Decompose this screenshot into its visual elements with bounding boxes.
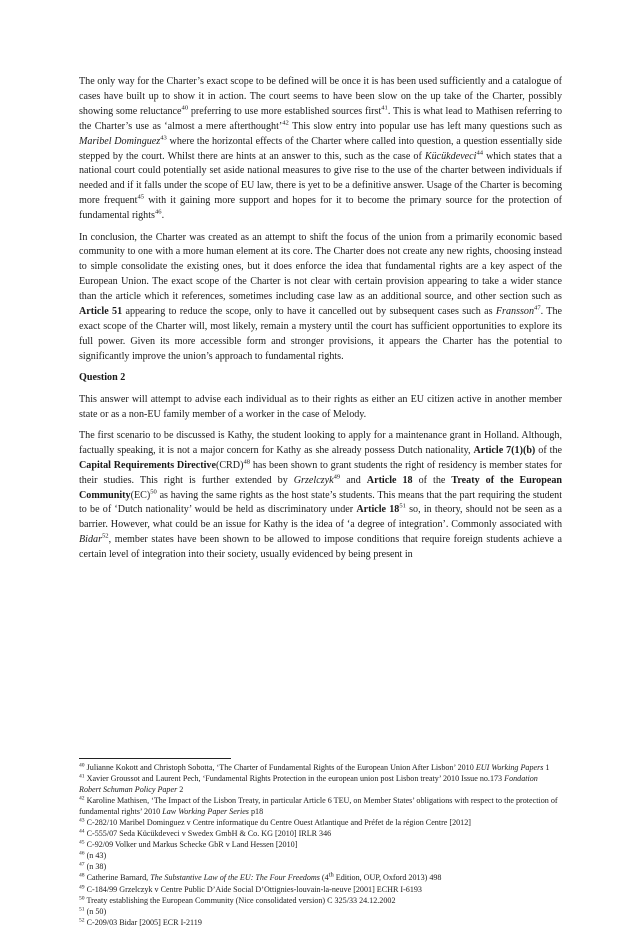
footnote-number: 40 xyxy=(79,762,85,769)
bold-legal-reference: Article 51 xyxy=(79,306,123,318)
text-run: . xyxy=(161,210,165,222)
text-run: with it gaining more support and hopes for it to become the primary source for the protection of fundamental rights xyxy=(79,195,562,222)
footnote-reference: 49 xyxy=(333,473,341,481)
text-run: . The exact scope of the Charter will, most likely, remain a mystery until the court has sufficient opportunities to explore its full power. Given its more accessible form and stronger provisions, it appears the Charter has the potential to significantly improve the union’s approach to fundamental rights. xyxy=(79,306,562,362)
text-run: C-209/03 Bidar [2005] ECR I-2119 xyxy=(84,917,202,927)
footnote-number: 43 xyxy=(79,817,85,824)
footnote-42 xyxy=(79,795,559,817)
paragraph-conclusion xyxy=(79,231,562,365)
text-run: Karoline Mathisen, ‘The Impact of the Lisbon Treaty, in particular Article 6 TEU, on Member States’ obligations with respect to the protection of fundamental rights’ 2010 xyxy=(79,796,558,817)
text-run: C-282/10 Maribel Dominguez v Centre informatique du Centre Ouest Atlantique and Préfet de la région Centre [2012] xyxy=(84,818,471,828)
footnote-44 xyxy=(79,828,559,839)
footnote-number: 48 xyxy=(79,872,85,879)
footnote-45 xyxy=(79,839,559,850)
text-run: of the xyxy=(535,444,562,456)
text-run: of the xyxy=(412,474,452,486)
text-run: . This is what lead to Mathisen referring to the Charter’s use as ‘almost a mere afterthought’ xyxy=(79,105,562,132)
italic-case-name: EUI Working Papers xyxy=(475,763,544,772)
footnote-reference: 44 xyxy=(476,149,484,157)
footnote-reference: 50 xyxy=(150,488,157,496)
footnote-reference: 46 xyxy=(154,208,162,216)
text-run: as having the same rights as the host state’s students. This means that the part requiring the student to be of ‘Dutch nationality’ would be held as discriminatory under xyxy=(79,489,562,516)
text-run: preferring to use more established sources first xyxy=(188,105,382,117)
text-run: C-555/07 Seda Kücükdeveci v Swedex GmbH & Co. KG [2010] IRLR 346 xyxy=(84,829,332,839)
text-run: appearing to reduce the scope, only to have it cancelled out by subsequent cases such as xyxy=(122,306,496,318)
body-text xyxy=(79,75,562,570)
footnote-48 xyxy=(79,872,559,883)
text-run: (n 43) xyxy=(84,851,107,861)
text-run: The first scenario to be discussed is Kathy, the student looking to apply for a maintenance grant in Holland. Although, factually speaking, it is not a major concern for Kathy as she already possess Dutch nationality, xyxy=(79,429,562,456)
footnote-49 xyxy=(79,884,559,895)
text-run: The only way for the Charter’s exact scope to be defined will be once it is has been used sufficiently and a catalogue of cases have built up to show it in action. The court seems to have been slow on the up take of the Charter, possibly showing some reluctance xyxy=(79,76,562,117)
text-run: so, in theory, should not be seen as a barrier. However, what could be an issue for Kathy is the idea of ‘a degree of integration’. Commonly associated with xyxy=(79,504,562,531)
text-run: Treaty establishing the European Community (Nice consolidated version) C 325/33 24.12.2002 xyxy=(84,895,396,905)
italic-case-name: Fransson xyxy=(495,306,535,318)
footnote-reference: 40 xyxy=(181,104,189,112)
text-run: Xavier Groussot and Laurent Pech, ‘Fundamental Rights Protection in the european union post Lisbon treaty’ 2010 Issue no.173 xyxy=(84,774,505,784)
text-run: (4 xyxy=(319,873,329,883)
footnote-reference: 43 xyxy=(160,134,167,142)
footnote-reference: 47 xyxy=(534,304,541,312)
text-run: (n 38) xyxy=(84,862,107,872)
text-run: In conclusion, the Charter was created as an attempt to shift the focus of the union from a primarily economic based community to one with a more human element at its core. The Charter does not create any new rights, choosing instead to simple consolidate the existing ones, but it does enforce the idea that fundamental rights are a key aspect of the European Union. The exact scope of the Charter is not clear with certain provision appearing to take a wider stance than the article which it references, sometimes including case law as an additional source, and other section such as xyxy=(79,231,562,303)
footnote-number: 41 xyxy=(79,773,85,780)
footnote-52 xyxy=(79,917,559,928)
footnote-number: 42 xyxy=(79,795,85,802)
text-run: which states that a national court could potentially set aside national measures to give rise to the use of the charter between individuals if needed and if it falls under the scope of EU law, there is yet to be a definitive answer. Usage of the Charter is becoming more frequent xyxy=(79,150,562,207)
footnote-40 xyxy=(79,762,559,773)
text-run: 2 xyxy=(177,785,184,795)
footnote-number: 52 xyxy=(79,916,85,923)
footnote-reference: th xyxy=(328,871,334,879)
paragraph-kathy-scenario xyxy=(79,429,562,563)
text-run: Catherine Barnard, xyxy=(84,873,151,883)
paragraph-question-2-intro xyxy=(79,393,562,423)
bold-legal-reference: Capital Requirements Directive xyxy=(79,459,216,471)
footnote-number: 46 xyxy=(79,850,85,857)
italic-case-name: Kücükdeveci xyxy=(424,150,477,162)
bold-legal-reference: Article 18 xyxy=(366,474,413,486)
text-run: (CRD) xyxy=(215,459,244,471)
section-heading-question-2: Question 2 xyxy=(79,372,126,384)
italic-case-name: Fondation Robert Schuman Policy Paper xyxy=(79,774,538,795)
footnote-50 xyxy=(79,895,559,906)
italic-case-name: Bidar xyxy=(79,534,102,546)
text-run: C-184/99 Grzelczyk v Centre Public D’Aide Social D’Ottignies-louvain-la-neuve [2001] ECHR I-6193 xyxy=(84,884,422,894)
text-run: Julianne Kokott and Christoph Sobotta, ‘The Charter of Fundamental Rights of the European Union After Lisbon’ 2010 xyxy=(84,763,476,772)
text-run: , member states have been shown to be allowed to impose conditions that require foreign students achieve a certain level of integration into their society, usually evidenced by being present in xyxy=(79,534,562,561)
footnote-47 xyxy=(79,861,559,872)
footnote-reference: 52 xyxy=(102,532,109,540)
footnote-46 xyxy=(79,850,559,861)
footnote-separator xyxy=(79,758,231,759)
text-run: This answer will attempt to advise each individual as to their rights as either an EU citizen active in another member state or as a non-EU family member of a worker in the case of Melody. xyxy=(79,393,562,420)
text-run: This slow entry into popular use has left many questions such as xyxy=(288,120,563,132)
footnote-reference: 45 xyxy=(137,193,145,201)
footnote-reference: 42 xyxy=(282,119,289,127)
text-run: C-92/09 Volker und Markus Schecke GbR v Land Hessen [2010] xyxy=(84,840,298,850)
text-run: and xyxy=(340,474,367,486)
paragraph-charter-scope xyxy=(79,75,562,224)
footnote-43 xyxy=(79,817,559,828)
italic-case-name: Law Working Paper Series xyxy=(162,807,249,817)
footnote-reference: 41 xyxy=(381,104,388,112)
text-run: has been shown to grant students the right of residency is member states for their studies. This right is further extended by xyxy=(79,459,562,486)
bold-legal-reference: Treaty of the European Community xyxy=(79,474,562,501)
italic-case-name: The Substantive Law of the EU: The Four Freedoms xyxy=(150,873,320,883)
text-run: (n 50) xyxy=(84,906,107,916)
footnote-number: 50 xyxy=(79,894,85,901)
footnote-reference: 48 xyxy=(243,458,251,466)
text-run: Edition, OUP, Oxford 2013) 498 xyxy=(333,873,442,883)
text-run: p18 xyxy=(248,807,264,817)
italic-case-name: Grzelczyk xyxy=(293,474,334,486)
footnote-number: 47 xyxy=(79,861,85,868)
footnote-number: 49 xyxy=(79,883,85,890)
footnote-51 xyxy=(79,906,559,917)
text-run: (EC) xyxy=(130,489,151,501)
text-run: 1 xyxy=(543,763,550,772)
footnote-41 xyxy=(79,773,559,795)
footnote-number: 44 xyxy=(79,828,85,835)
footnote-number: 51 xyxy=(79,905,85,912)
bold-legal-reference: Article 7(1)(b) xyxy=(473,444,536,456)
text-run: where the horizontal effects of the Charter where called into question, a question essentially side stepped by the court. Whilst there are hints at an answer to this, such as the case of xyxy=(79,135,562,162)
bold-legal-reference: Article 18 xyxy=(356,504,400,516)
footnote-reference: 51 xyxy=(399,503,406,511)
italic-case-name: Maribel Dominguez xyxy=(79,135,161,147)
footnote-number: 45 xyxy=(79,839,85,846)
